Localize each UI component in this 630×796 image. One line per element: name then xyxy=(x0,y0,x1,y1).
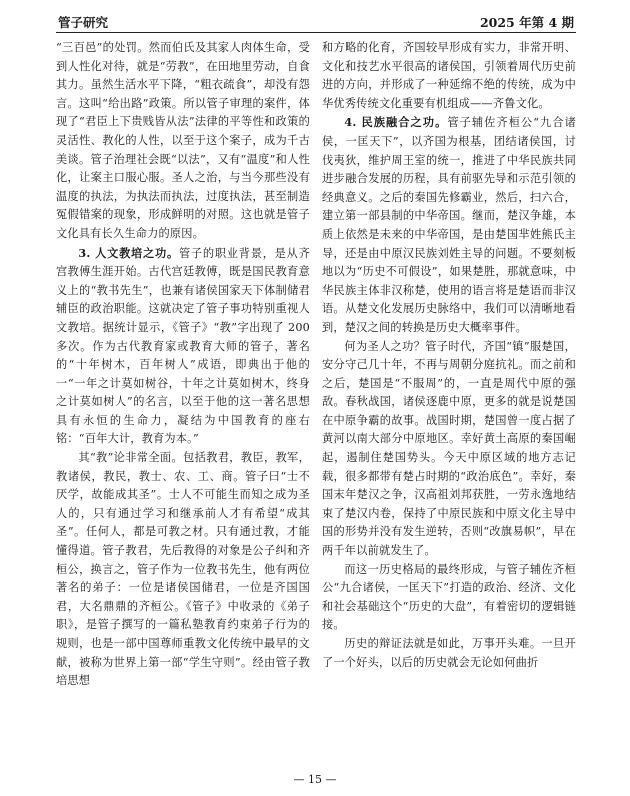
paragraph: 历史的辩证法就是如此，万事开头难。一旦开了一个好头，以后的历史就会无论如何曲折 xyxy=(322,637,576,669)
paragraph xyxy=(322,113,576,337)
page-number: — 15 — xyxy=(293,773,337,786)
paragraph: 其“教”论非常全面。包括教君，教臣，教军，教诸侯，教民，教士、农、工、商。管子曰“士不厌学，故能成其圣”。士人不可能生而知之成为圣人的，只有通过学习和继承前人才有希望“成其圣”。任何人，都是可教之材。只有通过教，才能懂得道。管子教君，先后教得的对象是公子纠和齐桓公，换言之，管子作为一位教书先生，他有两位著名的弟子：一位是诸侯国储君，一位是齐国国君，大名鼎鼎的齐桓公。《管子》中收录的《弟子职》，是管子撰写的一篇私塾教育约束弟子行为的规则，也是一部中国尊师重教文化传统中最早的文献，被称为世界上第一部“学生守则”。经由管子教培思想 xyxy=(56,451,310,688)
paragraph: “三百邑”的处罚。然而伯氏及其家人肉体生命，受到人性化对待，就是“劳教”，在田地里劳动，自食其力。虽然生活水平下降，“粗衣疏食”，却没有怨言。这叫“给出路”政策。所以管子审理的案件，体现了“君臣上下贵贱皆从法”法律的平等性和政策的灵活性、教化的人性，以至于这个案子，成为千古美谈。管子治理社会既“以法”，又有“温度”和人性化，让案主口服心服。圣人之治，与当今那些没有温度的执法，为执法而执法，过度执法，甚至制造冤假错案的现象，形成鲜明的对照。这也就是管子文化具有长久生命力的原因。 xyxy=(56,41,310,240)
right-column xyxy=(322,39,576,672)
left-column xyxy=(56,39,310,691)
paragraph-body: 管子辅佐齐桓公“九合诸侯，一匡天下”，以齐国为根基，团结诸侯国，讨伐夷狄，维护周王室的统一，推进了中华民族共同进步融合发展的历程，具有前驱先导和示范引领的经典意义。之后的秦国先修霸业，然后，扫六合，建立第一部县制的中华帝国。继而，楚汉争雄，本质上依然是未来的中华帝国，是由楚国芈姓熊氏主导，还是由中原汉民族刘姓主导的问题。不要刻板地以为“历史不可假设”，如果楚胜，那就意味，中华民族主体非汉称楚，使用的语言将是楚语而非汉语。从楚文化发展历史脉络中，我们可以清晰地看到，楚汉之间的转换是历史大概率事件。 xyxy=(322,116,576,334)
journal-title: 管子研究 xyxy=(58,15,109,30)
running-header xyxy=(56,12,576,33)
section-heading: 3. 人文教培之功。 xyxy=(78,245,179,260)
paragraph xyxy=(56,244,310,450)
paragraph-body: 管子的职业背景，是从齐宫教傅生涯开始。古代宫廷教傅，既是国民教育意义上的“教书先生”，也兼有诸侯国家天下体制储君辅臣的政治职能。这就决定了管子事功特别重视人文教培。据统计显示，《管子》“教”字出现了 200 多次。作为古代教育家或教育大师的管子，著名的“十年树木，百年树人”成语，即典出于他的一“一年之计莫如树谷，十年之计莫如树木，终身之计莫如树人”的名言，以至于他的这一著名思想具有永恒的生命力，凝结为中国教育的座右铭：“百年大计，教育为本。” xyxy=(56,246,311,446)
paragraph: 而这一历史格局的最终形成，与管子辅佐齐桓公“九合诸侯，一匡天下”打造的政治、经济、文化和社会基础这个“历史的大盘”，有着密切的逻辑链接。 xyxy=(322,562,576,632)
paragraph: 和方略的化育，齐国较早形成有实力，非常开明、文化和技艺水平很高的诸侯国，引领着周代历史前进的方向，并形成了一种延绵不绝的传统，成为中华优秀传统文化重要有机组成——齐鲁文化。 xyxy=(322,41,576,110)
section-heading: 4. 民族融合之功。 xyxy=(344,115,448,130)
issue-label: 2025 年第 4 期 xyxy=(479,15,574,30)
paragraph: 何为圣人之功？管子时代，齐国“镇”服楚国，安分守己几十年，不再与周朝分庭抗礼。而之前和之后，楚国是“不服周”的，一直是周代中原的强敌。春秋战国，诸侯逐鹿中原，更多的就是说楚国在中原争霸的故事。战国时期，楚国曾一度占据了黄河以南大部分中原地区。幸好黄土高原的秦国崛起，遏制住楚国势头。今天中原区域的地方志记载，很多都带有楚占时期的“政治底色”。幸好，秦国末年楚汉之争，汉高祖刘邦获胜，一劳永逸地结束了楚汉内卷，保持了中原民族和中原文化主导中国的形势并没有发生逆转，否则“改旗易帜”，早在两千年以前就发生了。 xyxy=(322,339,576,558)
